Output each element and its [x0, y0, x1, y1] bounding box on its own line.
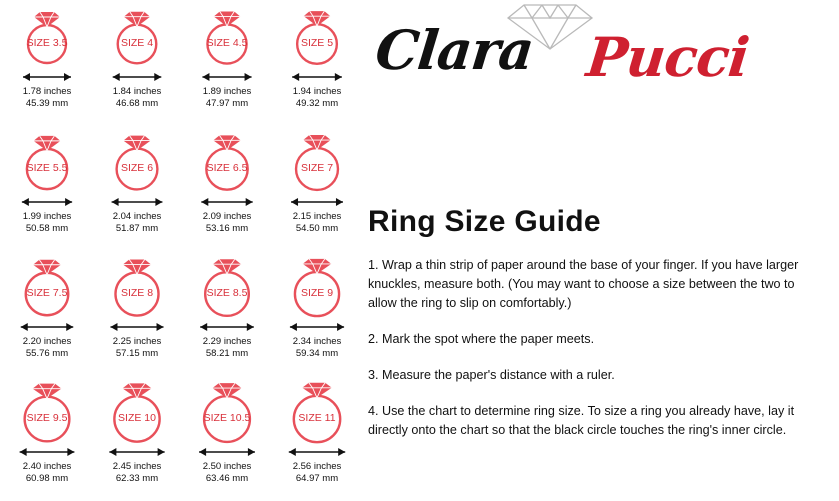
ring-diameter-mm: 47.97 mm: [205, 97, 249, 109]
ring-size-label: SIZE 11: [298, 412, 336, 424]
ring-icon: [2, 375, 92, 447]
diameter-arrow: [92, 445, 182, 459]
ring-size-label: SIZE 6: [120, 162, 154, 174]
diameter-arrow: [2, 70, 92, 84]
ring-illustration: [272, 250, 362, 322]
ring-size-label: SIZE 8.5: [206, 287, 248, 299]
ring-illustration: [182, 375, 272, 447]
diameter-arrow: [2, 320, 92, 334]
ring-diameter-inches: 2.29 inches: [202, 336, 252, 347]
ring-size-cell: [182, 250, 272, 375]
ring-size-cell: [92, 250, 182, 375]
ring-size-label: SIZE 9.5: [26, 412, 68, 424]
ring-size-cell: [92, 125, 182, 250]
brand-name-first: Clara: [372, 18, 537, 82]
diameter-arrow: [272, 445, 362, 459]
ring-illustration: [182, 125, 272, 197]
ring-diameter-mm: 63.46 mm: [205, 472, 249, 484]
ring-illustration: [92, 375, 182, 447]
ring-diameter-mm: 60.98 mm: [25, 472, 69, 484]
ring-size-label: SIZE 4: [120, 37, 154, 49]
ring-illustration: [182, 250, 272, 322]
ring-icon: [272, 375, 362, 447]
ring-illustration: [272, 0, 362, 72]
ring-diameter-mm: 64.97 mm: [295, 472, 339, 484]
ring-diameter-inches: 1.94 inches: [292, 86, 342, 97]
brand-logo: [368, 0, 839, 105]
diameter-arrow: [182, 445, 272, 459]
ring-diameter-inches: 1.99 inches: [22, 211, 72, 222]
ring-illustration: [92, 125, 182, 197]
ring-diameter-inches: 2.20 inches: [22, 336, 72, 347]
ring-icon: [92, 0, 182, 72]
ring-illustration: [2, 125, 92, 197]
ring-diameter-inches: 2.45 inches: [112, 461, 162, 472]
diameter-arrow: [2, 195, 92, 209]
ring-diameter-inches: 2.09 inches: [202, 211, 252, 222]
ring-illustration: [182, 0, 272, 72]
ring-size-cell: [272, 250, 362, 375]
ring-illustration: [2, 375, 92, 447]
guide-step-4: 4. Use the chart to determine ring size. To size a ring you already have, lay it directly onto the chart so that the black circle touches the ring's inner circle.: [368, 404, 795, 437]
ring-illustration: [92, 250, 182, 322]
page-title: Ring Size Guide: [368, 205, 601, 238]
ring-diameter-mm: 59.34 mm: [295, 347, 339, 359]
ring-diameter-mm: 57.15 mm: [115, 347, 159, 359]
ring-diameter-mm: 55.76 mm: [25, 347, 69, 359]
diameter-arrow: [92, 195, 182, 209]
guide-panel: [368, 0, 839, 501]
ring-diameter-mm: 45.39 mm: [25, 97, 69, 109]
ring-diameter-mm: 46.68 mm: [115, 97, 159, 109]
ring-icon: [182, 250, 272, 322]
ring-icon: [2, 0, 92, 72]
ring-size-label: SIZE 10: [118, 412, 156, 424]
diameter-arrow: [272, 320, 362, 334]
ring-icon: [182, 0, 272, 72]
diameter-arrow: [182, 70, 272, 84]
ring-size-cell: [182, 375, 272, 500]
ring-size-cell: [2, 375, 92, 500]
ring-size-label: SIZE 10.5: [203, 412, 251, 424]
diameter-arrow: [182, 320, 272, 334]
ring-diameter-inches: 1.84 inches: [112, 86, 162, 97]
ring-diameter-inches: 2.40 inches: [22, 461, 72, 472]
diameter-arrow: [2, 445, 92, 459]
ring-illustration: [272, 375, 362, 447]
ring-diameter-mm: 62.33 mm: [115, 472, 159, 484]
ring-size-label: SIZE 3.5: [26, 37, 68, 49]
ring-size-cell: [182, 0, 272, 125]
ring-size-label: SIZE 6.5: [206, 162, 248, 174]
ring-diameter-mm: 54.50 mm: [295, 222, 339, 234]
ring-diameter-mm: 53.16 mm: [205, 222, 249, 234]
ring-illustration: [92, 0, 182, 72]
ring-diameter-mm: 58.21 mm: [205, 347, 249, 359]
ring-icon: [92, 250, 182, 322]
ring-size-cell: [92, 375, 182, 500]
ring-diameter-inches: 2.50 inches: [202, 461, 252, 472]
ring-size-cell: [2, 0, 92, 125]
ring-diameter-inches: 1.78 inches: [22, 86, 72, 97]
ring-diameter-inches: 2.25 inches: [112, 336, 162, 347]
ring-diameter-mm: 51.87 mm: [115, 222, 159, 234]
diameter-arrow: [272, 70, 362, 84]
ring-size-cell: [2, 250, 92, 375]
ring-size-cell: [272, 125, 362, 250]
ring-icon: [92, 375, 182, 447]
ring-diameter-inches: 2.34 inches: [292, 336, 342, 347]
guide-step-3: 3. Measure the paper's distance with a ruler.: [368, 368, 615, 382]
ring-illustration: [2, 250, 92, 322]
ring-icon: [272, 0, 362, 72]
ring-illustration: [2, 0, 92, 72]
diameter-arrow: [92, 70, 182, 84]
ring-illustration: [272, 125, 362, 197]
ring-size-label: SIZE 8: [120, 287, 154, 299]
ring-icon: [2, 125, 92, 197]
ring-size-label: SIZE 7.5: [26, 287, 68, 299]
ring-size-cell: [182, 125, 272, 250]
ring-diameter-inches: 1.89 inches: [202, 86, 252, 97]
ring-size-label: SIZE 5: [300, 37, 334, 49]
ring-icon: [92, 125, 182, 197]
diameter-arrow: [272, 195, 362, 209]
brand-name-second: Pucci: [583, 25, 752, 89]
ring-size-label: SIZE 4.5: [206, 37, 248, 49]
ring-size-label: SIZE 9: [300, 287, 334, 299]
guide-step-2: 2. Mark the spot where the paper meets.: [368, 332, 595, 346]
diameter-arrow: [92, 320, 182, 334]
ring-diameter-mm: 49.32 mm: [295, 97, 339, 109]
diameter-arrow: [182, 195, 272, 209]
ring-icon: [272, 125, 362, 197]
ring-diameter-inches: 2.15 inches: [292, 211, 342, 222]
ring-size-cell: [2, 125, 92, 250]
ring-size-label: SIZE 7: [300, 162, 334, 174]
ring-size-chart: [0, 0, 362, 501]
ring-diameter-inches: 2.04 inches: [112, 211, 162, 222]
ring-size-cell: [272, 0, 362, 125]
ring-icon: [182, 125, 272, 197]
ring-size-label: SIZE 5.5: [26, 162, 68, 174]
ring-icon: [182, 375, 272, 447]
ring-icon: [2, 250, 92, 322]
guide-step-1: 1. Wrap a thin strip of paper around the base of your finger. If you have larger knuckles, measure both. (You may want to choose a size between the two to allow the ring to slip on comfortably.): [368, 258, 799, 310]
ring-diameter-mm: 50.58 mm: [25, 222, 69, 234]
ring-diameter-inches: 2.56 inches: [292, 461, 342, 472]
ring-size-cell: [92, 0, 182, 125]
ring-size-cell: [272, 375, 362, 500]
ring-icon: [272, 250, 362, 322]
